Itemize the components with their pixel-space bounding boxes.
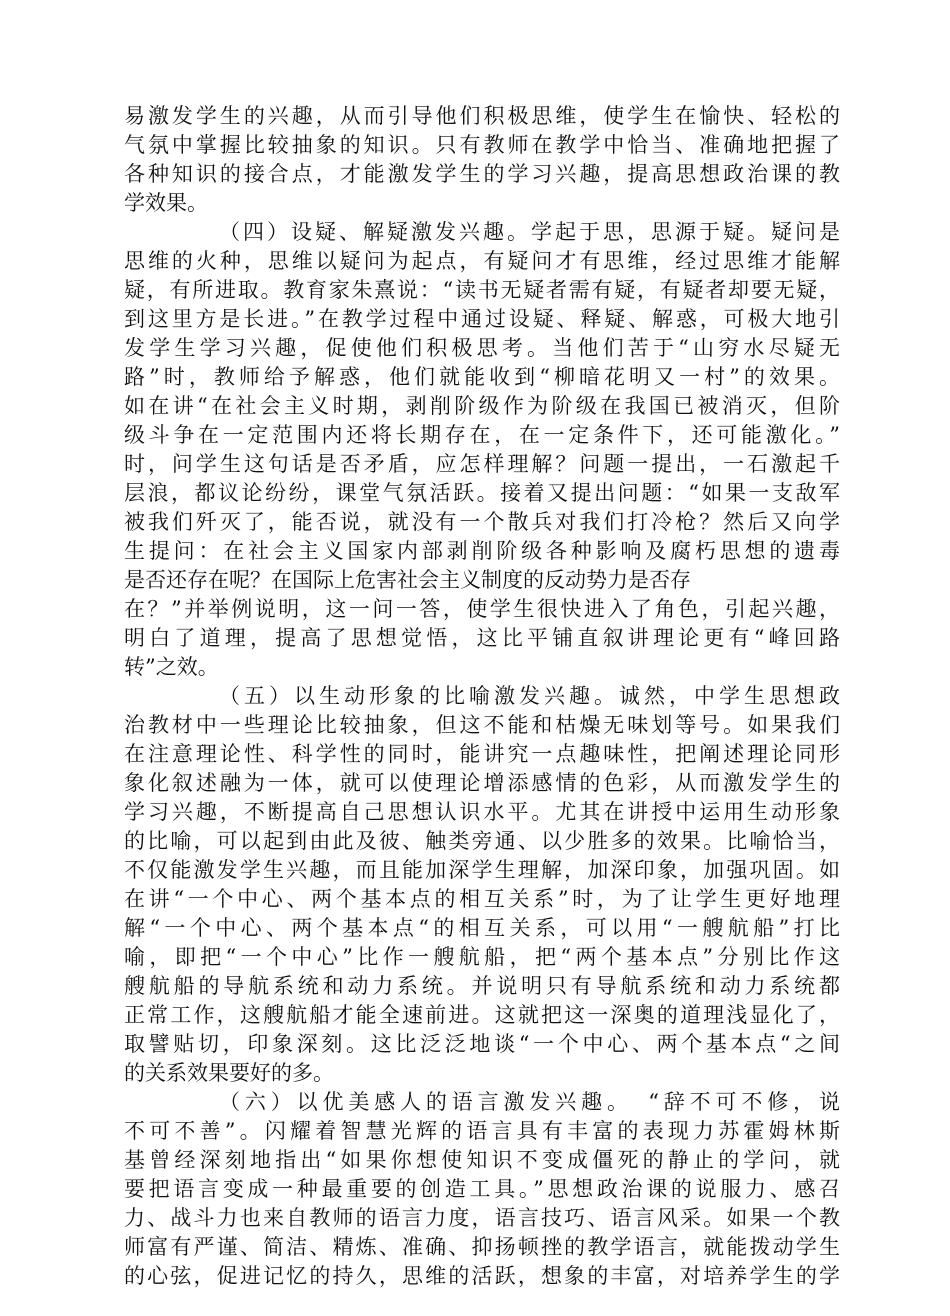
text-line: 层浪，都议论纷纷，课堂气氛活跃。接着又提出问题：“如果一支敌军 [124,481,840,505]
text-line: 疑，有所进取。教育家朱熹说：“读书无疑者需有疑，有疑者却要无疑， [124,278,840,302]
text-line: 发学生学习兴趣，促使他们积极思考。当他们苦于“山穷水尽疑无 [124,336,840,360]
text-line: 各种知识的接合点，才能激发学生的学习兴趣，提高思想政治课的教 [124,162,840,186]
text-line: 易激发学生的兴趣，从而引导他们积极思维，使学生在愉快、轻松的 [124,104,840,128]
section-heading-line: （五）以生动形象的比喻激发兴趣。诚然，中学生思想政 [219,684,840,708]
text-line: 到这里方是长进。”在教学过程中通过设疑、释疑、解惑，可极大地引 [124,307,840,331]
text-line: 明白了道理，提高了思想觉悟，这比平铺直叙讲理论更有“峰回路 [124,626,840,650]
text-line: 级斗争在一定范围内还将长期存在，在一定条件下，还可能激化。” [124,423,840,447]
section-heading-line: （四）设疑、解疑激发兴趣。学起于思，思源于疑。疑问是 [219,220,840,244]
text-line: 是否还存在呢？在国际上危害社会主义制度的反动势力是否存 [124,568,691,592]
text-line: 时，问学生这句话是否矛盾，应怎样理解？问题一提出，一石激起千 [124,452,840,476]
text-line: 的比喻，可以起到由此及彼、触类旁通、以少胜多的效果。比喻恰当， [124,829,840,853]
text-line: 取譬贴切，印象深刻。这比泛泛地谈“一个中心、两个基本点“之间 [124,1032,840,1056]
text-line: 师富有严谨、简洁、精炼、准确、抑扬顿挫的教学语言，就能拨动学生 [124,1235,840,1259]
text-line: 的心弦，促进记忆的持久，思维的活跃，想象的丰富，对培养学生的学 [124,1264,840,1288]
text-line: 在？”并举例说明，这一问一答，使学生很快进入了角色，引起兴趣， [124,597,840,621]
text-line: 转”之效。 [124,655,219,679]
text-line: 被我们歼灭了，能否说，就没有一个散兵对我们打冷枪？然后又向学 [124,510,840,534]
text-line: 学习兴趣，不断提高自己思想认识水平。尤其在讲授中运用生动形象 [124,800,840,824]
text-line: 在讲“一个中心、两个基本点的相互关系”时，为了让学生更好地理 [124,887,840,911]
text-line: 思维的火种，思维以疑问为起点，有疑问才有思维，经过思维才能解 [124,249,840,273]
text-line: 不可不善”。闪耀着智慧光辉的语言具有丰富的表现力苏霍姆林斯 [124,1119,840,1143]
text-line: 的关系效果要好的多。 [124,1061,334,1085]
text-line: 气氛中掌握比较抽象的知识。只有教师在教学中恰当、准确地把握了 [124,133,840,157]
text-line: 基曾经深刻地指出“如果你想使知识不变成僵死的静止的学问，就 [124,1148,840,1172]
text-line: 象化叙述融为一体，就可以使理论增添感情的色彩，从而激发学生的 [124,771,840,795]
text-line: 力、战斗力也来自教师的语言力度，语言技巧、语言风采。如果一个教 [124,1206,840,1230]
text-line: 生提问：在社会主义国家内部剥削阶级各种影响及腐朽思想的遗毒 [124,539,840,563]
text-line: 在注意理论性、科学性的同时，能讲究一点趣味性，把阐述理论同形 [124,742,840,766]
text-line: 喻，即把“一个中心”比作一艘航船，把“两个基本点”分别比作这 [124,945,840,969]
text-line: 不仅能激发学生兴趣，而且能加深学生理解，加深印象，加强巩固。如 [124,858,840,882]
text-line: 学效果。 [124,191,208,215]
section-heading-line: （六）以优美感人的语言激发兴趣。 “辞不可不修，说 [219,1090,840,1114]
text-line: 解“一个中心、两个基本点“的相互关系，可以用“一艘航船”打比 [124,916,840,940]
text-line: 正常工作，这艘航船才能全速前进。这就把这一深奥的道理浅显化了， [124,1003,840,1027]
document-body [124,102,840,1291]
text-line: 要把语言变成一种最重要的创造工具。”思想政治课的说服力、感召 [124,1177,840,1201]
text-line: 治教材中一些理论比较抽象，但这不能和枯燥无味划等号。如果我们 [124,713,840,737]
text-line: 如在讲“在社会主义时期，剥削阶级作为阶级在我国已被消灭，但阶 [124,394,840,418]
text-line: 艘航船的导航系统和动力系统。并说明只有导航系统和动力系统都 [124,974,840,998]
text-line: 路”时，教师给予解惑，他们就能收到“柳暗花明又一村”的效果。 [124,365,840,389]
